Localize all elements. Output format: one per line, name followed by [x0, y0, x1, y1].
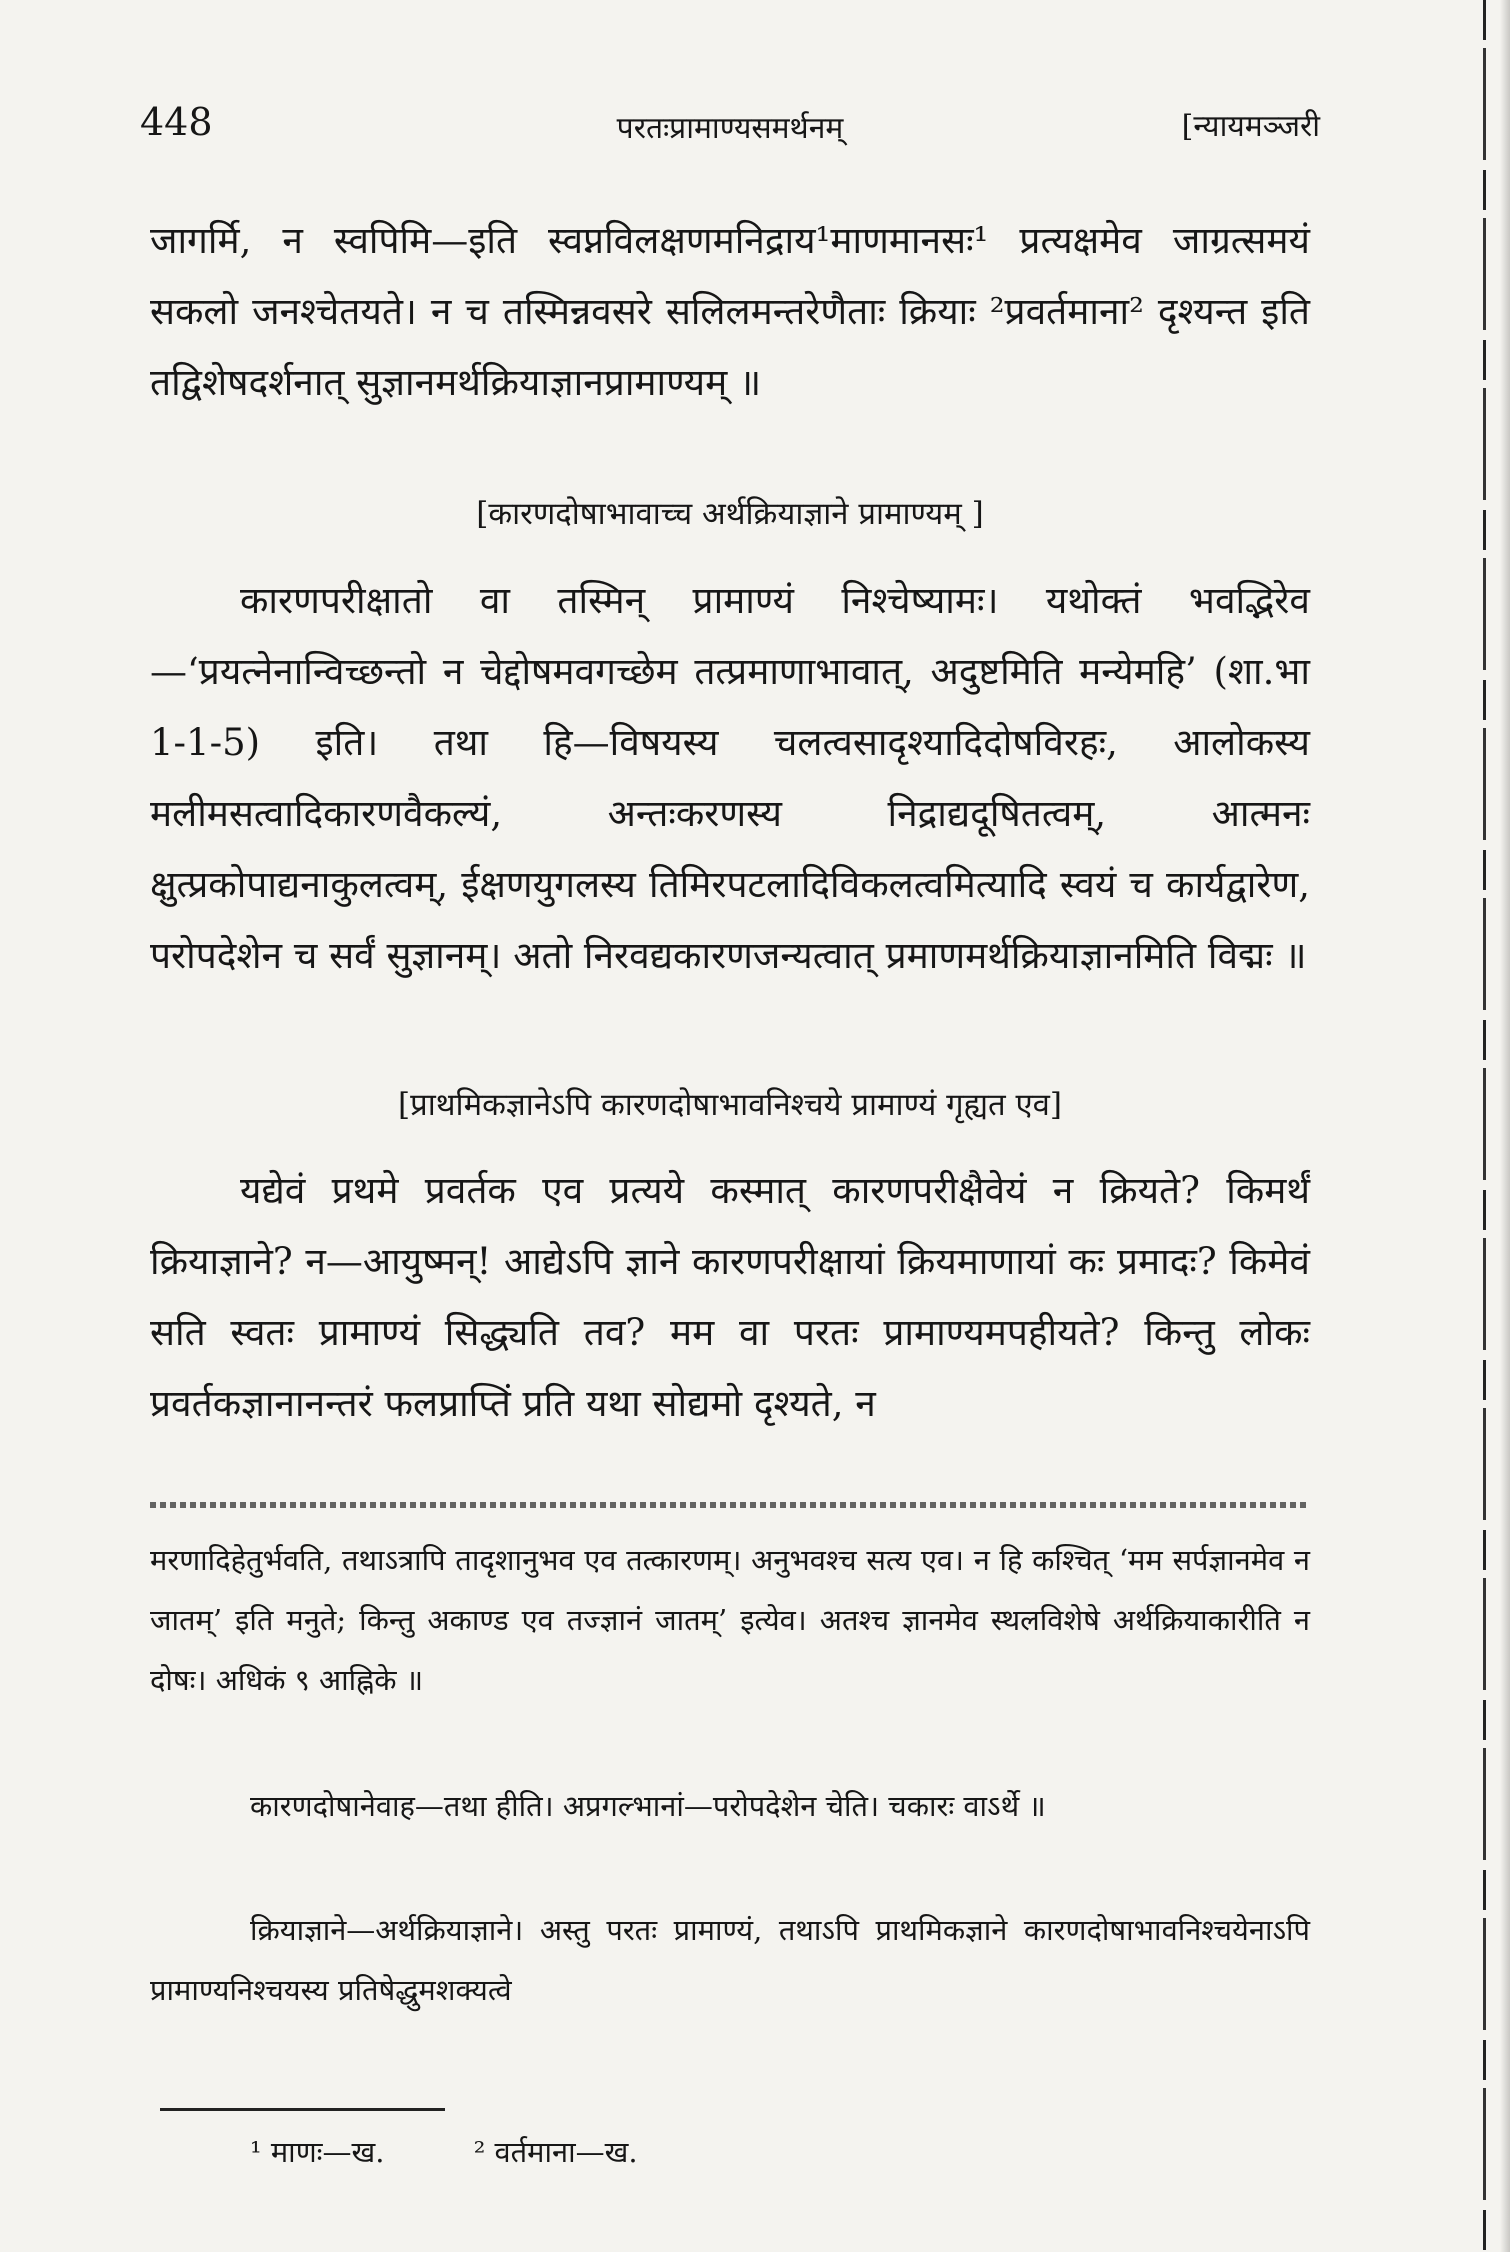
footnotes	[250, 2132, 718, 2171]
commentary-separator	[150, 1502, 1310, 1508]
page-number: 448	[140, 100, 213, 144]
paragraph-2: कारणपरीक्षातो वा तस्मिन् प्रामाण्यं निश्चेष्यामः। यथोक्तं भवद्भिरेव—‘प्रयत्नेनान्विच्छन्तो न चेद्दोषमवगच्छेम तत्प्रमाणाभावात्, अदुष्टमिति मन्येमहि’ (शा.भा 1-1-5) इति। तथा हि—विषयस्य चलत्वसादृश्यादिदोषविरहः, आलोकस्य मलीमसत्वादिकारणवैकल्यं, अन्तःकरणस्य निद्राद्यदूषितत्वम्, आत्मनः क्षुत्प्रकोपाद्यनाकुलत्वम्, ईक्षणयुगलस्य तिमिरपटलादिविकलत्वमित्यादि स्वयं च कार्यद्वारेण, परोपदेशेन च सर्वं सुज्ञानम्। अतो निरवद्यकारणजन्यत्वात् प्रमाणमर्थक्रियाज्ञानमिति विद्मः ॥	[150, 579, 1310, 977]
page-edge	[1500, 0, 1510, 2252]
section-heading-2: [प्राथमिकज्ञानेऽपि कारणदोषाभावनिश्चये प्रामाण्यं गृह्यत एव]	[397, 1087, 1062, 1123]
binding-edge-line	[1483, 0, 1486, 2252]
commentary-3: क्रियाज्ञाने—अर्थक्रियाज्ञाने। अस्तु परतः प्रामाण्यं, तथाऽपि प्राथमिकज्ञाने कारणदोषाभावनिश्चयेनाऽपि प्रामाण्यनिश्चयस्य प्रतिषेद्धुमशक्यत्वे	[150, 1913, 1310, 2007]
commentary-2: कारणदोषानेवाह—तथा हीति। अप्रगल्भानां—परोपदेशेन चेति। चकारः वाऽर्थे ॥	[250, 1789, 1046, 1823]
running-title: परतःप्रामाण्यसमर्थनम्	[616, 111, 844, 146]
footnote-2: ² वर्तमाना—ख.	[473, 2135, 638, 2169]
footnote-1: ¹ माणः—ख.	[250, 2135, 385, 2169]
footnote-rule	[160, 2108, 445, 2111]
running-title-right: [न्यायमञ्जरी	[1181, 109, 1320, 144]
paragraph-1: जागर्मि, न स्वपिमि—इति स्वप्नविलक्षणमनिद्राय¹माणमानसः¹ प्रत्यक्षमेव जाग्रत्समयं सकलो जनश्चेतयते। न च तस्मिन्नवसरे सलिलमन्तरेणैताः क्रियाः ²प्रवर्तमाना² दृश्यन्त इति तद्विशेषदर्शनात् सुज्ञानमर्थक्रियाज्ञानप्रामाण्यम् ॥	[150, 219, 1310, 404]
paragraph-3: यद्येवं प्रथमे प्रवर्तक एव प्रत्यये कस्मात् कारणपरीक्षैवेयं न क्रियते? किमर्थं क्रियाज्ञाने? न—आयुष्मन्! आद्येऽपि ज्ञाने कारणपरीक्षायां क्रियमाणायां कः प्रमादः? किमेवं सति स्वतः प्रामाण्यं सिद्ध्यति तव? मम वा परतः प्रामाण्यमपहीयते? किन्तु लोकः प्रवर्तकज्ञानानन्तरं फलप्राप्तिं प्रति यथा सोद्यमो दृश्यते, न	[150, 1169, 1310, 1425]
page-header	[140, 100, 1320, 160]
section-heading-1: [कारणदोषाभावाच्च अर्थक्रियाज्ञाने प्रामाण्यम् ]	[476, 496, 984, 532]
commentary-1: मरणादिहेतुर्भवति, तथाऽत्रापि तादृशानुभव एव तत्कारणम्। अनुभवश्च सत्य एव। न हि कश्चित् ‘मम सर्पज्ञानमेव न जातम्’ इति मनुते; किन्तु अकाण्ड एव तज्ज्ञानं जातम्’ इत्येव। अतश्च ज्ञानमेव स्थलविशेषे अर्थक्रियाकारीति न दोषः। अधिकं ९ आह्निके ॥	[150, 1543, 1310, 1697]
